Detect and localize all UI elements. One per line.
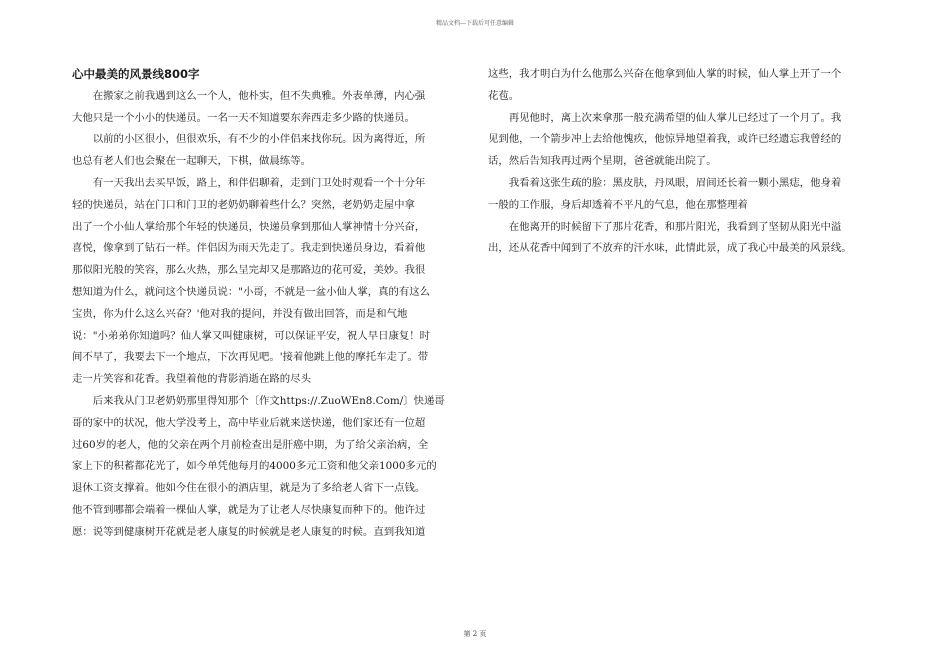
text-line: 在搬家之前我遇到这么一个人，他朴实，但不失典雅。外表单薄，内心强: [72, 89, 426, 102]
text-line: 在他离开的时候留下了那片花香，和那片阳光，我看到了坚韧从阳光中溢: [488, 220, 842, 233]
text-line: 话，然后告知我再过两个星期，爸爸就能出院了。: [488, 155, 717, 168]
page-number: 第 2 页: [463, 630, 487, 638]
text-line: 见到他，一个箭步冲上去给他愧疚，他惊异地望着我，或许已经遗忘我曾经的: [488, 133, 842, 146]
text-line: 大他只是一个小小的快递员。一名一天不知道要东奔西走多少路的快递员。: [72, 111, 415, 124]
text-line: 我看着这张生疏的脸：黑皮肤，丹凤眼，眉间还长着一颗小黑痣，他身着: [488, 176, 842, 189]
text-line: 这些，我才明白为什么他那么兴奋在他拿到仙人掌的时候，仙人掌上开了一个: [488, 68, 842, 80]
text-line: 一般的工作服，身后却透着不平凡的气息，他在那整理着: [488, 198, 748, 211]
text-line: 哥的家中的状况，他大学没考上，高中毕业后就来送快递，他们家还有一位超: [72, 416, 426, 429]
text-line: 间不早了，我要去下一个地点，下次再见吧。'接着他跳上他的摩托车走了。带: [72, 351, 429, 364]
text-line: 出，还从花香中闻到了不放弃的汗水味，此情此景，成了我心中最美的风景线。: [488, 242, 852, 255]
article-title: 心中最美的风景线800字: [72, 67, 200, 81]
text-line: 轻的快递员，站在门口和门卫的老奶奶聊着些什么？突然，老奶奶走屋中拿: [72, 198, 415, 211]
text-line: 退休工资支撑着。他如今住在很小的酒店里，就是为了多给老人省下一点钱。: [72, 482, 426, 495]
text-line: 家上下的积蓄都花光了，如今单凭他每月的4000多元工资和他父亲1000多元的: [72, 460, 437, 473]
text-line: 也总有老人们也会聚在一起聊天，下棋，做晨练等。: [72, 155, 311, 168]
text-line: 他不管到哪都会端着一棵仙人掌，就是为了让老人尽快康复而种下的。他许过: [72, 503, 426, 516]
text-line: 花苞。: [488, 89, 520, 102]
text-line: 喜悦，像拿到了钻石一样。伴侣因为雨天先走了。我走到快递员身边，看着他: [72, 242, 426, 255]
text-line: 说："小弟弟你知道吗？仙人掌又叫健康树，可以保证平安，祝人早日康复！时: [72, 329, 431, 342]
text-line: 走一片笑容和花香。我望着他的背影消逝在路的尽头: [72, 373, 311, 386]
text-line: 宝贵，你为什么这么兴奋？'他对我的提问，并没有做出回答，而是和气地: [72, 307, 408, 320]
text-line: 出了一个小仙人掌给那个年轻的快递员，快递员拿到那仙人掌神情十分兴奋，: [72, 220, 426, 233]
text-line: 想知道为什么，就问这个快递员说："小哥，不就是一盆小仙人掌，真的有这么: [72, 285, 431, 298]
text-line: 再见他时，离上次来拿那一般充满希望的仙人掌儿已经过了一个月了。我: [488, 111, 842, 124]
page-header: 精品文档---下载后可任意编辑: [435, 20, 515, 27]
text-line: 那似阳光般的笑容，那么火热，那么呈完却又是那路边的花可爱，美妙。我很: [72, 264, 426, 277]
right-column: [488, 64, 880, 260]
left-column: [72, 64, 464, 544]
text-line: 后来我从门卫老奶奶那里得知那个〔作文https://.ZuoWEn8.Com/〕快递哥: [72, 394, 445, 407]
text-line: 过60岁的老人，他的父亲在两个月前检查出是肝癌中期，为了给父亲治病，全: [72, 438, 429, 451]
left-body-text: [72, 86, 464, 544]
text-line: 以前的小区很小，但很欢乐，有不少的小伴侣来找你玩。因为离得近，所: [72, 133, 426, 146]
text-line: 愿：说等到健康树开花就是老人康复的时候就是老人康复的时候。直到我知道: [72, 525, 426, 538]
text-line: 有一天我出去买早饭，路上，和伴侣聊着，走到门卫处时观看一个十分年: [72, 176, 426, 189]
right-body-text: [488, 64, 880, 260]
